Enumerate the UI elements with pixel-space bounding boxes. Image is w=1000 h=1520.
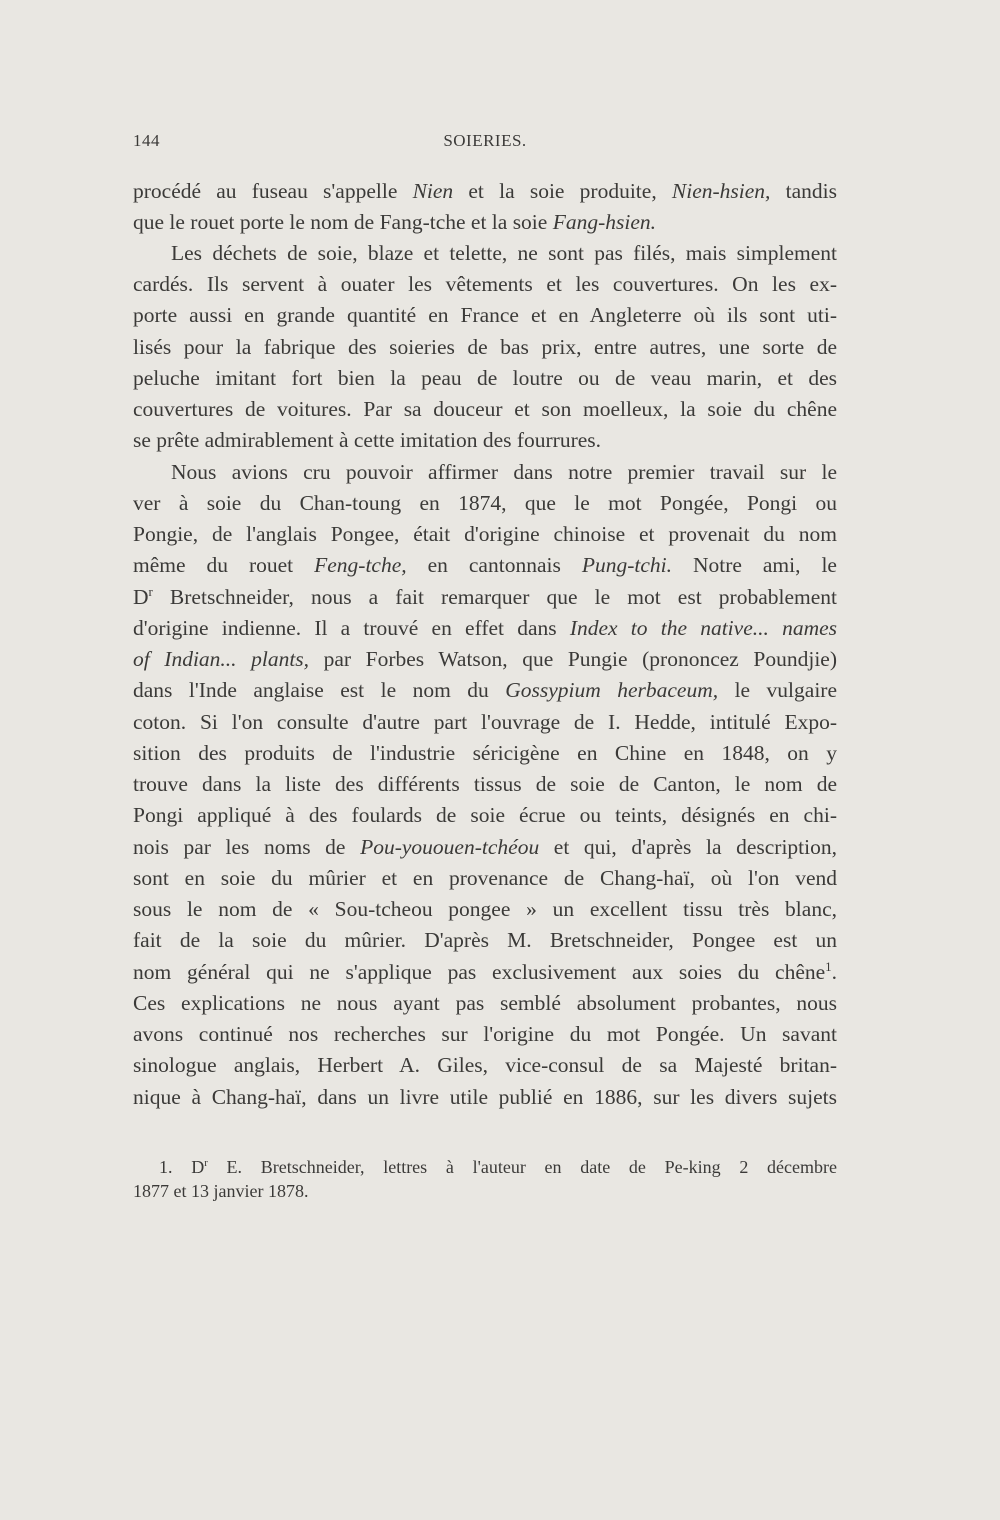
body-line-3: Les déchets de soie, blaze et telette, ne sont pas filés, mais simplement — [171, 241, 837, 265]
body-line-29: sinologue anglais, Herbert A. Giles, vice-consul de sa Majesté britan- — [133, 1053, 837, 1077]
body-line-12: Pongie, de l'anglais Pongee, était d'origine chinoise et provenait du nom — [133, 522, 837, 546]
body-line-25: fait de la soie du mûrier. D'après M. Bretschneider, Pongee est un — [133, 928, 837, 952]
body-line-17: dans l'Inde anglaise est le nom du Gossypium herbaceum, le vulgaire — [133, 678, 837, 702]
body-line-28: avons continué nos recherches sur l'origine du mot Pongée. Un savant — [133, 1022, 837, 1046]
body-line-30: nique à Chang-haï, dans un livre utile publié en 1886, sur les divers sujets — [133, 1085, 837, 1109]
body-line-2: que le rouet porte le nom de Fang-tche et la soie Fang-hsien. — [133, 210, 657, 234]
running-head — [133, 131, 837, 155]
body-line-27: Ces explications ne nous ayant pas semblé absolument probantes, nous — [133, 991, 837, 1015]
body-line-1: procédé au fuseau s'appelle Nien et la soie produite, Nien-hsien, tandis — [133, 179, 837, 203]
body-line-13: même du rouet Feng-tche, en cantonnais Pung-tchi. Notre ami, le — [133, 553, 837, 577]
body-line-9: se prête admirablement à cette imitation des fourrures. — [133, 428, 602, 452]
footnote-line-2: 1877 et 13 janvier 1878. — [133, 1181, 309, 1201]
body-line-10: Nous avions cru pouvoir affirmer dans notre premier travail sur le — [171, 460, 837, 484]
body-line-14: $D^r$ Bretschneider, nous a fait remarquer que le mot est probablement — [133, 584, 837, 609]
body-line-8: couvertures de voitures. Par sa douceur et son moelleux, la soie du chêne — [133, 397, 837, 421]
body-line-16: of Indian... plants, par Forbes Watson, que Pungie (prononcez Poundjie) — [133, 647, 838, 671]
body-line-24: sous le nom de « Sou-tcheou pongee » un excellent tissu très blanc, — [133, 897, 837, 921]
body-line-7: peluche imitant fort bien la peau de loutre ou de veau marin, et des — [133, 366, 837, 390]
body-line-15: d'origine indienne. Il a trouvé en effet dans Index to the native... names — [133, 616, 837, 640]
body-line-19: sition des produits de l'industrie séricigène en Chine en 1848, on y — [133, 741, 837, 765]
body-line-6: lisés pour la fabrique des soieries de bas prix, entre autres, une sorte de — [133, 335, 837, 359]
body-line-20: trouve dans la liste des différents tissus de soie de Canton, le nom de — [133, 772, 837, 796]
body-line-23: sont en soie du mûrier et en provenance de Chang-haï, où l'on vend — [133, 866, 837, 890]
body-line-26: nom général qui ne s'applique pas exclusivement aux soies du chêne$^1$. — [133, 959, 837, 984]
body-line-5: porte aussi en grande quantité en France et en Angleterre où ils sont uti- — [133, 303, 837, 327]
footnote-marker: 1 — [825, 959, 832, 974]
running-title: SOIERIES. — [443, 131, 527, 150]
body-line-22: nois par les noms de Pou-yououen-tchéou et qui, d'après la description, — [133, 835, 838, 859]
body-line-4: cardés. Ils servent à ouater les vêtements et les couvertures. On les ex- — [133, 272, 837, 296]
body-line-21: Pongi appliqué à des foulards de soie écrue ou teints, désignés en chi- — [133, 803, 837, 827]
page-number: 144 — [133, 131, 160, 150]
body-line-11: ver à soie du Chan-toung en 1874, que le mot Pongée, Pongi ou — [133, 491, 837, 515]
body-line-18: coton. Si l'on consulte d'autre part l'ouvrage de I. Hedde, intitulé Expo- — [133, 710, 837, 734]
footnote-line-1: 1. $D^r$ E. Bretschneider, lettres à l'auteur en date de Pe-king 2 décembre — [159, 1157, 838, 1177]
